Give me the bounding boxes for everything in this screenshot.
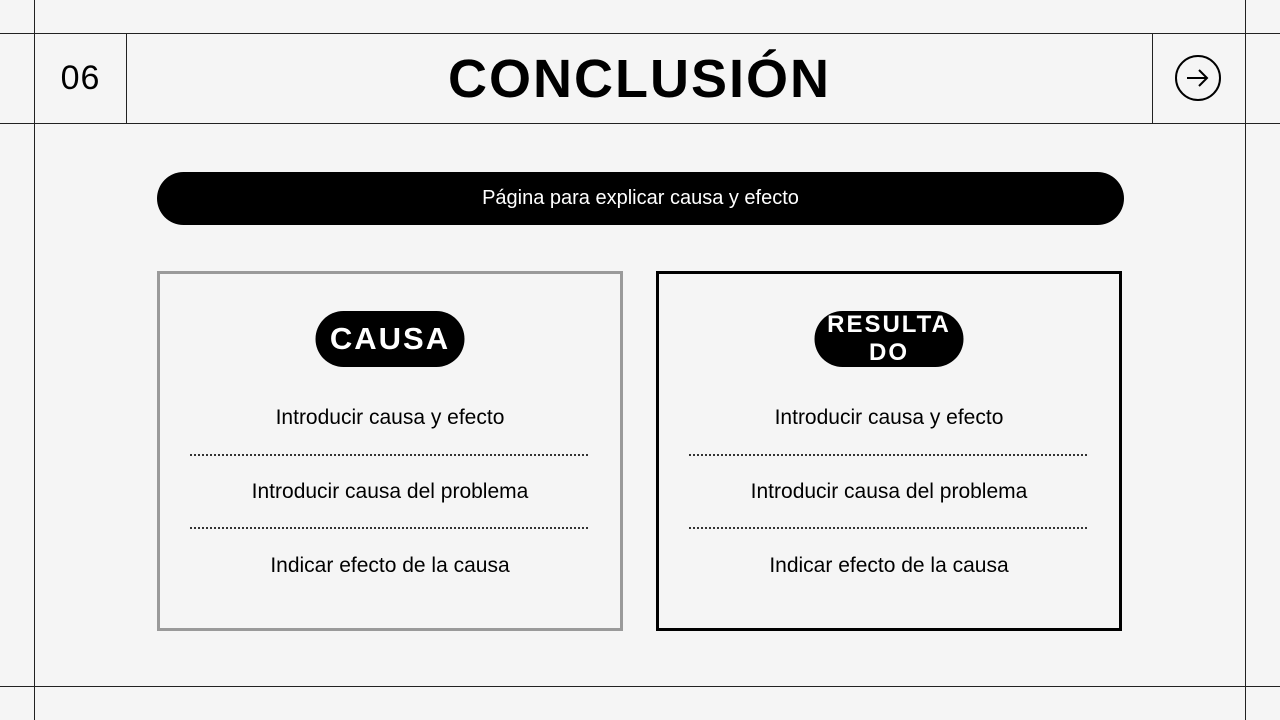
- grid-line-arrow-divider: [1152, 33, 1153, 124]
- slide-number: 06: [60, 59, 101, 97]
- subtitle-text: Página para explicar causa y efecto: [482, 187, 799, 209]
- arrow-right-icon: [1185, 68, 1211, 88]
- cause-label-pill: CAUSA: [316, 311, 465, 367]
- grid-line-bottom: [0, 686, 1280, 687]
- grid-line-header-bottom: [0, 123, 1280, 124]
- dotted-divider: [689, 454, 1087, 456]
- dotted-divider: [190, 527, 588, 529]
- result-item: Introducir causa del problema: [750, 480, 1028, 503]
- cause-item: Introducir causa y efecto: [275, 406, 505, 429]
- subtitle-banner: [157, 172, 1124, 225]
- cause-item: Introducir causa del problema: [251, 480, 529, 503]
- result-label-pill: RESULTADO: [815, 311, 964, 367]
- cause-card: [157, 271, 623, 631]
- result-item: Introducir causa y efecto: [774, 406, 1004, 429]
- dotted-divider: [190, 454, 588, 456]
- grid-line-right: [1245, 0, 1246, 720]
- next-button[interactable]: [1175, 55, 1221, 101]
- dotted-divider: [689, 527, 1087, 529]
- result-item: Indicar efecto de la causa: [769, 554, 1009, 577]
- cause-item: Indicar efecto de la causa: [270, 554, 510, 577]
- result-card: [656, 271, 1122, 631]
- page-title: CONCLUSIÓN: [448, 48, 831, 109]
